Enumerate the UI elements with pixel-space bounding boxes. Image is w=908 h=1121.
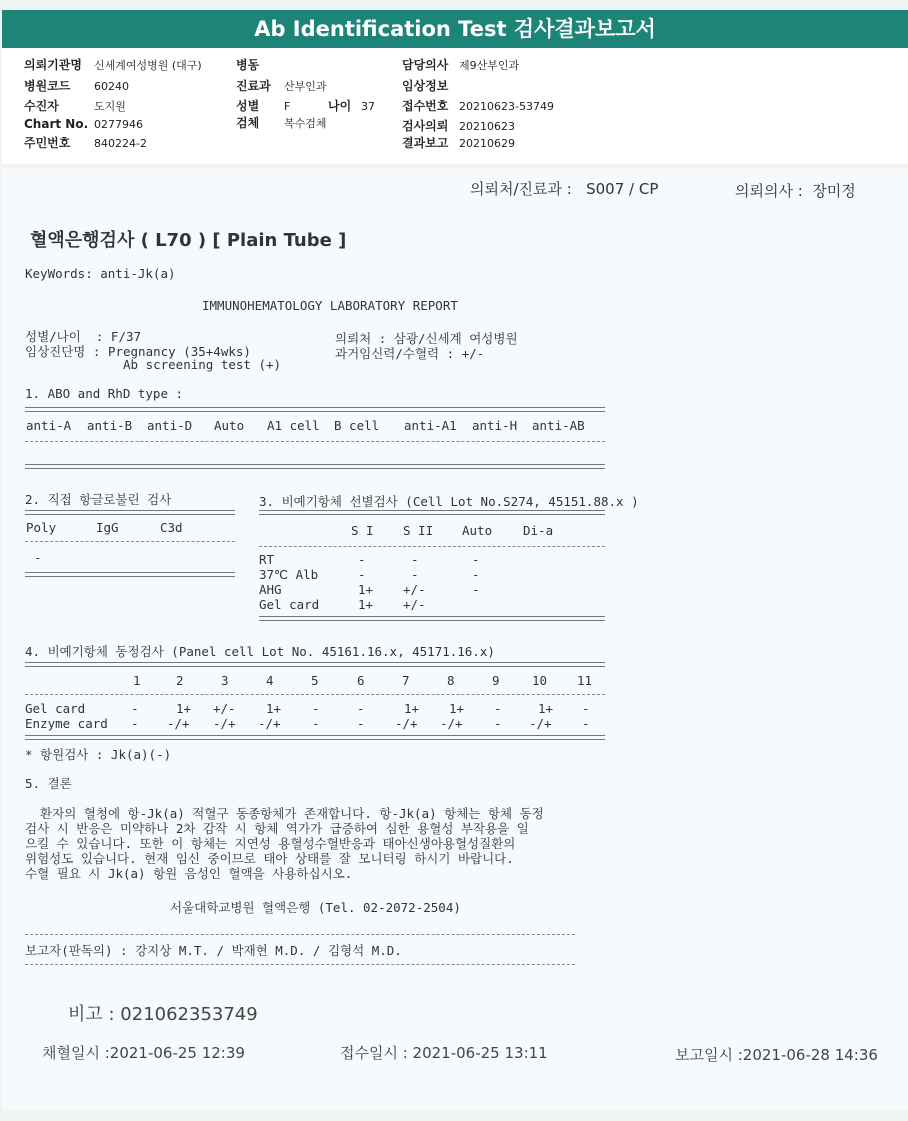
separator bbox=[25, 662, 605, 667]
separator bbox=[25, 964, 575, 965]
separator bbox=[259, 546, 605, 547]
requesting-doctor: 의뢰의사 : 장미정 bbox=[735, 182, 856, 200]
abo-col: B cell bbox=[334, 418, 380, 433]
dat-col: Poly bbox=[26, 520, 57, 535]
info-report-date: 결과보고 20210629 bbox=[402, 136, 515, 150]
scr-val: - bbox=[472, 552, 480, 567]
separator bbox=[25, 735, 605, 740]
conclusion-text bbox=[25, 806, 544, 881]
panel-col: 6 bbox=[357, 673, 365, 688]
scr-val: 1+ bbox=[358, 582, 374, 597]
panel-val: - bbox=[312, 716, 320, 731]
abo-col: Auto bbox=[214, 418, 245, 433]
panel-val: 1+ bbox=[449, 701, 465, 716]
info-resident-no: 주민번호 840224-2 bbox=[24, 136, 147, 150]
scr-row-name: 37℃ Alb bbox=[259, 567, 319, 582]
report-body bbox=[2, 168, 908, 1110]
antigen-test: * 항원검사 : Jk(a)(-) bbox=[25, 747, 172, 762]
panel-col: 4 bbox=[266, 673, 274, 688]
abo-col: anti-A1 bbox=[404, 418, 457, 433]
panel-col: 1 bbox=[133, 673, 141, 688]
scr-val: - bbox=[411, 552, 419, 567]
panel-row-name: Gel card bbox=[25, 701, 86, 716]
requesting-hospital: 의뢰처 : 삼광/신세계 여성병원 bbox=[335, 331, 518, 346]
dat-val: - bbox=[34, 550, 42, 565]
panel-val: 1+ bbox=[538, 701, 554, 716]
scr-val: +/- bbox=[403, 597, 426, 612]
panel-val: -/+ bbox=[167, 716, 190, 731]
panel-val: - bbox=[494, 716, 502, 731]
abo-col: A1 cell bbox=[267, 418, 320, 433]
panel-val: - bbox=[494, 701, 502, 716]
info-hospital-code: 병원코드 60240 bbox=[24, 79, 129, 93]
info-receipt-no: 접수번호 20210623-53749 bbox=[402, 99, 554, 113]
panel-val: -/+ bbox=[440, 716, 463, 731]
hospital-line: 서울대학교병원 혈액은행 (Tel. 02-2072-2504) bbox=[170, 900, 461, 915]
panel-col: 5 bbox=[311, 673, 319, 688]
separator bbox=[25, 572, 235, 577]
abo-col: anti-A bbox=[26, 418, 72, 433]
scr-row-name: Gel card bbox=[259, 597, 320, 612]
section-dat-title: 2. 직접 항글로불린 검사 bbox=[25, 492, 172, 507]
info-request-date: 검사의뢰 20210623 bbox=[402, 119, 515, 133]
lab-report-title: IMMUNOHEMATOLOGY LABORATORY REPORT bbox=[202, 298, 458, 313]
info-clinical: 임상정보 bbox=[402, 79, 449, 93]
info-specimen: 검체 복수검체 bbox=[236, 116, 327, 130]
section-screening-title: 3. 비예기항체 선별검사 (Cell Lot No.S274, 45151.88.x ) bbox=[259, 494, 639, 509]
separator bbox=[25, 464, 605, 469]
separator bbox=[25, 441, 605, 442]
receipt-time: 접수일시 : 2021-06-25 13:11 bbox=[340, 1044, 548, 1062]
scr-row-name: AHG bbox=[259, 582, 282, 597]
scr-col: Auto bbox=[462, 523, 493, 538]
abo-col: anti-D bbox=[147, 418, 193, 433]
separator bbox=[25, 694, 605, 695]
diagnosis: 임상진단명 : Pregnancy (35+4wks) bbox=[25, 344, 251, 359]
scr-val: - bbox=[358, 552, 366, 567]
memo: 비고 : 021062353749 bbox=[68, 1004, 258, 1025]
panel-val: - bbox=[357, 701, 365, 716]
separator bbox=[25, 510, 235, 515]
panel-val: -/+ bbox=[213, 716, 236, 731]
separator bbox=[259, 510, 605, 515]
separator bbox=[259, 616, 605, 621]
panel-val: 1+ bbox=[266, 701, 282, 716]
conclusion-line: 수혈 필요 시 Jk(a) 항원 음성인 혈액을 사용하십시오. bbox=[25, 866, 353, 881]
scr-col: Di-a bbox=[523, 523, 554, 538]
panel-val: -/+ bbox=[258, 716, 281, 731]
info-sex: 성별 F bbox=[236, 99, 291, 113]
section-abo-title: 1. ABO and RhD type : bbox=[25, 386, 184, 401]
scr-val: - bbox=[358, 567, 366, 582]
abo-col: anti-B bbox=[87, 418, 133, 433]
panel-val: - bbox=[357, 716, 365, 731]
collection-time: 채혈일시 :2021-06-25 12:39 bbox=[42, 1044, 245, 1062]
info-patient: 수진자 도지원 bbox=[24, 99, 126, 113]
history: 과거임신력/수혈력 : +/- bbox=[335, 346, 485, 361]
reporter-line: 보고자(판독의) : 강지상 M.T. / 박재현 M.D. / 김형석 M.D. bbox=[25, 943, 402, 958]
sex-age: 성별/나이 : F/37 bbox=[25, 329, 142, 344]
scr-col: S II bbox=[403, 523, 434, 538]
info-ward: 병동 bbox=[236, 58, 260, 72]
dat-col: C3d bbox=[160, 520, 183, 535]
panel-col: 8 bbox=[447, 673, 455, 688]
panel-col: 7 bbox=[402, 673, 410, 688]
info-age: 나이 37 bbox=[328, 99, 375, 113]
abo-col: anti-AB bbox=[532, 418, 585, 433]
report-header bbox=[2, 10, 908, 48]
conclusion-line: 으킬 수 있습니다. 또한 이 항체는 지연성 용혈성수혈반응과 태아신생아용혈성질환의 bbox=[25, 836, 516, 851]
panel-val: +/- bbox=[213, 701, 236, 716]
info-doctor: 담당의사 제9산부인과 bbox=[402, 58, 520, 72]
info-chart-no: Chart No. 0277946 bbox=[24, 117, 143, 131]
scr-row-name: RT bbox=[259, 552, 275, 567]
separator bbox=[25, 407, 605, 412]
report-title: Ab Identification Test 검사결과보고서 bbox=[254, 17, 656, 41]
conclusion-line: 검사 시 반응은 미약하나 2차 감작 시 항체 역가가 급증하여 심한 용혈성 부작용을 일 bbox=[25, 821, 529, 836]
scr-val: 1+ bbox=[358, 597, 374, 612]
panel-val: - bbox=[582, 701, 590, 716]
patient-info-panel bbox=[2, 48, 908, 164]
panel-col: 11 bbox=[577, 673, 593, 688]
scr-val: +/- bbox=[403, 582, 426, 597]
panel-val: - bbox=[582, 716, 590, 731]
scr-val: - bbox=[411, 567, 419, 582]
info-hospital: 의뢰기관명 신세계여성병원 (대구) bbox=[24, 58, 202, 72]
test-title: 혈액은행검사 ( L70 ) [ Plain Tube ] bbox=[30, 230, 347, 251]
panel-val: -/+ bbox=[529, 716, 552, 731]
conclusion-line: 위험성도 있습니다. 현재 임신 중이므로 태아 상태를 잘 모니터링 하시기 바랍니다. bbox=[25, 851, 514, 866]
separator bbox=[25, 541, 235, 542]
requesting-dept: 의뢰처/진료과 : S007 / CP bbox=[470, 180, 659, 198]
panel-val: - bbox=[312, 701, 320, 716]
keywords: KeyWords: anti-Jk(a) bbox=[25, 266, 176, 281]
info-department: 진료과 산부인과 bbox=[236, 79, 327, 93]
panel-val: - bbox=[131, 701, 139, 716]
section-panel-title: 4. 비예기항체 동정검사 (Panel cell Lot No. 45161.16.x, 45171.16.x) bbox=[25, 644, 495, 659]
scr-val: - bbox=[472, 582, 480, 597]
abo-col: anti-H bbox=[472, 418, 518, 433]
panel-row-name: Enzyme card bbox=[25, 716, 108, 731]
panel-col: 10 bbox=[532, 673, 548, 688]
scr-val: - bbox=[472, 567, 480, 582]
panel-val: - bbox=[131, 716, 139, 731]
panel-val: -/+ bbox=[395, 716, 418, 731]
separator bbox=[25, 934, 575, 935]
section-conclusion-title: 5. 결론 bbox=[25, 776, 72, 791]
ab-screening: Ab screening test (+) bbox=[123, 357, 282, 372]
panel-col: 9 bbox=[492, 673, 500, 688]
dat-col: IgG bbox=[96, 520, 119, 535]
panel-val: 1+ bbox=[176, 701, 192, 716]
panel-col: 2 bbox=[176, 673, 184, 688]
report-time: 보고일시 :2021-06-28 14:36 bbox=[675, 1046, 878, 1064]
scr-col: S I bbox=[351, 523, 374, 538]
panel-val: 1+ bbox=[404, 701, 420, 716]
panel-col: 3 bbox=[221, 673, 229, 688]
conclusion-line: 환자의 혈청에 항-Jk(a) 적혈구 동종항체가 존재합니다. 항-Jk(a) 항체는 항체 동정 bbox=[25, 806, 544, 821]
